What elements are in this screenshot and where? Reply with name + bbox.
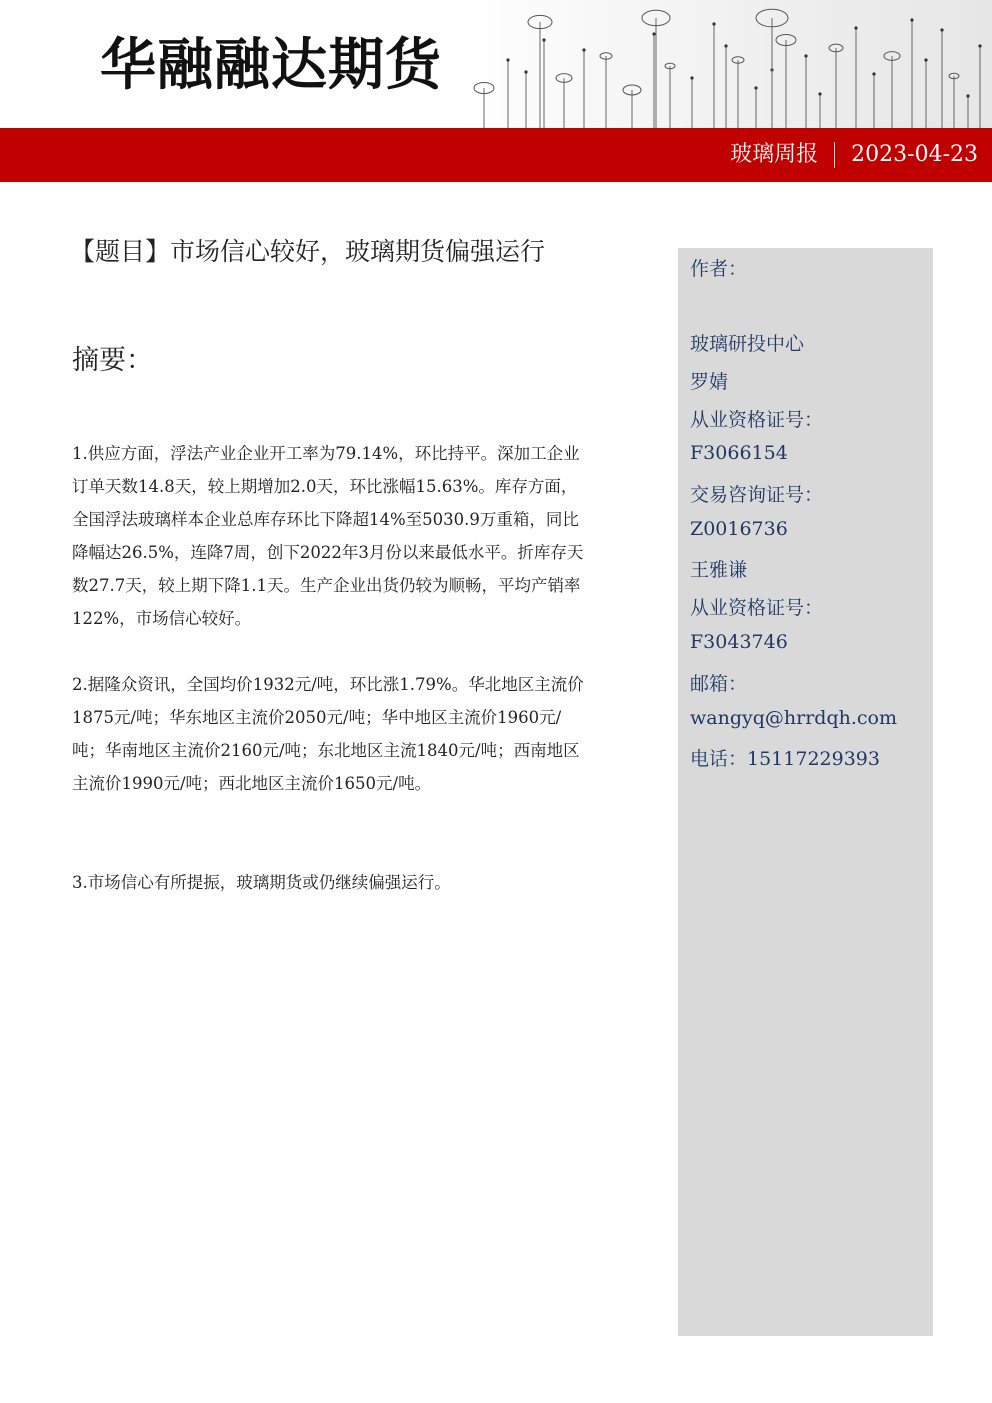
- author1-advisory: Z0016736: [690, 518, 788, 540]
- author1-name: 罗婧: [690, 371, 729, 393]
- paragraph-supply: 1.供应方面，浮法产业企业开工率为79.14%，环比持平。深加工企业订单天数14.8天，较上期增加2.0天，环比涨幅15.63%。库存方面，全国浮法玻璃样本企业总库存环比下降超14%至5030.9万重箱，同比降幅达26.5%，连降7周，创下2022年3月份以来最低水平。折库存天数27.7天，较上期下降1.1天。生产企业出货仍较为顺畅，平均产销率122%，市场信心较好。: [72, 444, 584, 628]
- author1-cert-label: 从业资格证号：: [690, 409, 824, 431]
- header-info: [730, 128, 978, 182]
- decoration-dot: [754, 86, 757, 89]
- author1-cert: F3066154: [690, 442, 788, 464]
- decoration-dot: [506, 58, 509, 61]
- decoration-dot: [542, 38, 545, 41]
- author-sidebar: [678, 248, 933, 1336]
- paragraph-price: 2.据隆众资讯，全国均价1932元/吨，环比涨1.79%。华北地区主流价1875元/吨；华东地区主流价2050元/吨；华中地区主流价1960元/吨；华南地区主流价2160元/吨；东北地区主流1840元/吨；西南地区主流价1990元/吨；西北地区主流价1650元/吨。: [72, 675, 584, 793]
- report-date: 2023-04-23: [851, 142, 978, 167]
- paragraph-outlook: 3.市场信心有所提振，玻璃期货或仍继续偏强运行。: [72, 873, 451, 892]
- abstract-heading: 摘要：: [72, 345, 153, 376]
- author2-cert: F3043746: [690, 631, 788, 653]
- decoration-dot: [818, 92, 821, 95]
- decoration-dot: [804, 54, 807, 57]
- header-separator: [834, 142, 835, 168]
- department-name: 玻璃研投中心: [690, 333, 805, 355]
- decoration-dot: [582, 48, 585, 51]
- decoration-dot: [940, 28, 943, 31]
- decoration-dot: [966, 94, 969, 97]
- header-decoration-graphic: [456, 0, 992, 128]
- decoration-dot: [690, 76, 693, 79]
- decoration-dot: [724, 44, 727, 47]
- report-type: 玻璃周报: [730, 142, 819, 167]
- decoration-dot: [872, 72, 875, 75]
- decoration-dot: [910, 18, 913, 21]
- author-label: 作者：: [690, 258, 748, 280]
- email-address: wangyq@hrrdqh.com: [690, 707, 897, 729]
- company-logo-text: 华融融达期货: [100, 33, 442, 98]
- decoration-dot: [854, 26, 857, 29]
- report-title: 【题目】市场信心较好，玻璃期货偏强运行: [70, 237, 546, 266]
- header-red-bar: [0, 128, 992, 182]
- decoration-dot: [652, 32, 655, 35]
- decoration-dot: [978, 44, 981, 47]
- author1-advisory-label: 交易咨询证号：: [690, 484, 824, 506]
- author2-name: 王雅谦: [690, 559, 748, 581]
- decoration-dot: [712, 22, 715, 25]
- author2-cert-label: 从业资格证号：: [690, 597, 824, 619]
- decoration-dot: [924, 58, 927, 61]
- phone-number: 电话：15117229393: [690, 748, 880, 770]
- email-label: 邮箱：: [690, 673, 748, 695]
- decoration-dot: [524, 70, 527, 73]
